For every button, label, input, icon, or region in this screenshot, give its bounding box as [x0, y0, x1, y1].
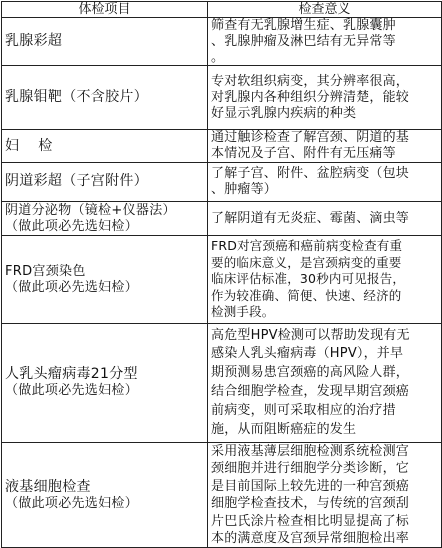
exam-item-cell [2, 66, 208, 130]
table-row [2, 66, 442, 130]
exam-item-note: （做此项必先选妇检） [5, 218, 139, 234]
exam-significance-cell: 专对软组织病变，其分辨率很高， 对乳腺内各种组织分辨清楚，能较 好显示乳腺内疾病的种类 [208, 66, 442, 130]
exam-item-name: 乳腺钼靶（不含胶片） [5, 89, 148, 106]
exam-significance-cell: 了解子宫、附件、盆腔病变（包块 、肿瘤等） [208, 162, 442, 201]
exam-item-note: （做此项必先选妇检） [5, 495, 139, 511]
table-row [2, 162, 442, 201]
header-exam-item: 体检项目 [2, 2, 208, 18]
table-row [2, 323, 442, 442]
exam-item-cell [2, 201, 208, 235]
exam-item-cell [2, 162, 208, 201]
exam-item-name: 阴道彩超（子宫附件） [5, 173, 148, 190]
exam-item-cell [2, 442, 208, 547]
table-header-row [2, 2, 442, 18]
exam-significance-cell: 采用液基薄层细胞检测系统检测宫 颈细胞并进行细胞学分类诊断，它 是目前国际上较先进的一种宫颈癌 细胞学检查技术，与传统的宫颈刮 片巴氏涂片检查相比明显提高了标 本的满意度及宫颈异常细胞检出率 [208, 442, 442, 547]
exam-item-name: 乳腺彩超 [5, 33, 63, 50]
exam-significance-cell: 通过触诊检查了解宫颈、阴道的基 本情况及子宫、附件有无压痛等 [208, 130, 442, 163]
exam-item-cell [2, 235, 208, 323]
exam-item-name: 阴道分泌物（镜检+仪器法） [5, 202, 176, 218]
exam-item-cell [2, 130, 208, 163]
table-row [2, 235, 442, 323]
exam-item-cell [2, 323, 208, 442]
exam-item-note: （做此项必先选妇检） [5, 383, 139, 399]
exam-item-cell [2, 18, 208, 66]
table-row [2, 442, 442, 547]
exam-items-table [1, 1, 442, 548]
exam-item-name: FRD宫颈染色 [5, 263, 86, 279]
exam-significance-cell: FRD对宫颈癌和癌前病变检查有重 要的临床意义，是宫颈病变的重要 临床评估标准，30秒内可见报告， 作为较准确、简便、快速、经济的 检测手段。 [208, 235, 442, 323]
exam-item-name: 人乳头瘤病毒21分型 [5, 366, 138, 383]
exam-item-name: 液基细胞检查 [5, 478, 91, 495]
table-row [2, 130, 442, 163]
table-row [2, 201, 442, 235]
table-row [2, 18, 442, 66]
exam-significance-cell: 筛查有无乳腺增生症、乳腺囊肿 、乳腺肿瘤及淋巴结有无异常等 。 [208, 18, 442, 66]
exam-significance-cell: 了解阴道有无炎症、霉菌、滴虫等 [208, 201, 442, 235]
exam-item-name: 妇 检 [5, 137, 53, 154]
exam-significance-cell: 高危型HPV检测可以帮助发现有无 感染人乳头瘤病毒（HPV），并早 期预测易患宫颈癌的高风险人群， 结合细胞学检查，发现早期宫颈癌 前病变，则可采取相应的治疗措 施，从而阻断癌症的发生 [208, 323, 442, 442]
header-exam-significance: 检查意义 [208, 2, 442, 18]
exam-item-note: （做此项必先选妇检） [5, 279, 139, 295]
